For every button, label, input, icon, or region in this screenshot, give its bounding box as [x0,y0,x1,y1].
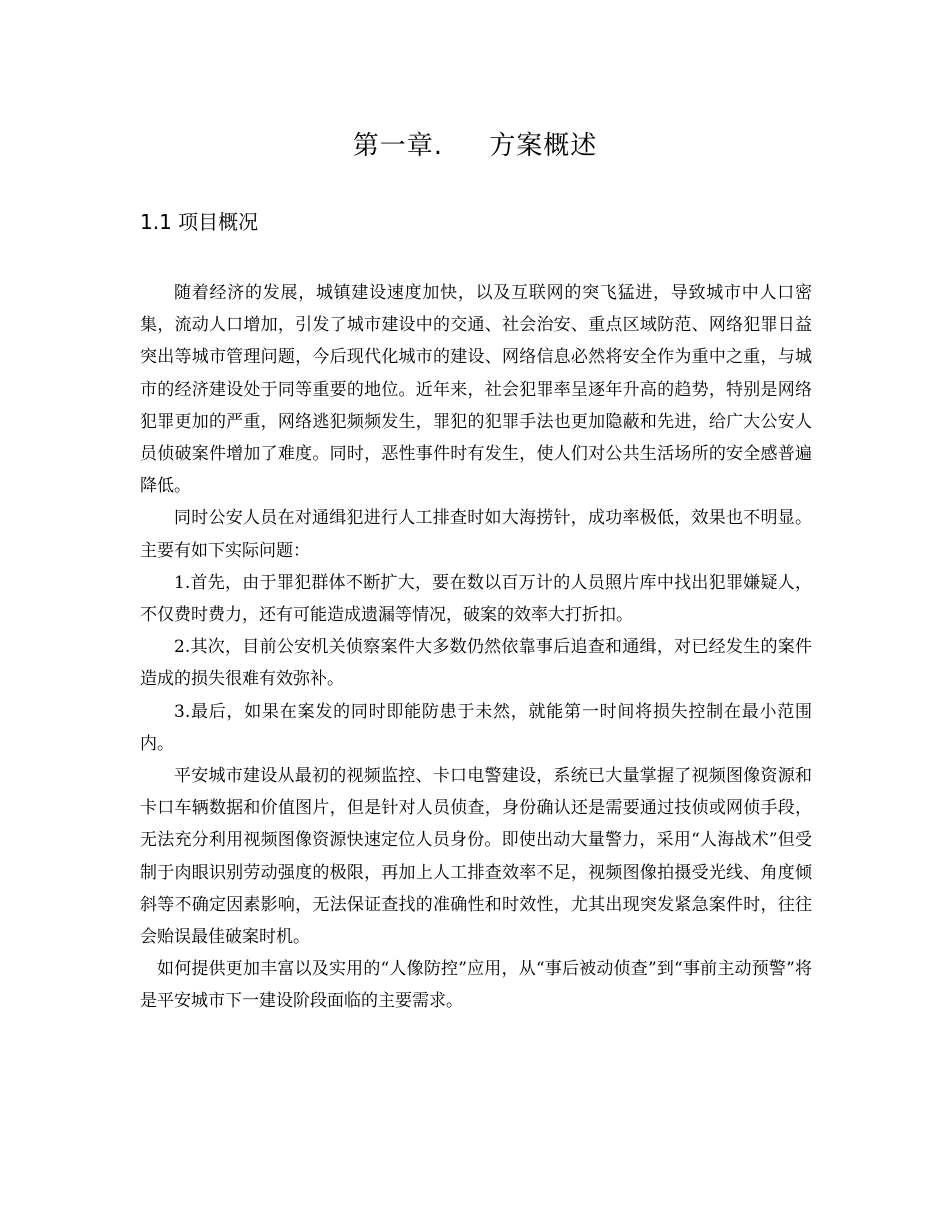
paragraph-problem-1: 1.首先，由于罪犯群体不断扩大，要在数以百万计的人员照片库中找出犯罪嫌疑人，不仅费时费力，还有可能造成遗漏等情况，破案的效率大打折扣。 [140,572,812,626]
paragraph-problem-2: 2.其次，目前公安机关侦察案件大多数仍然依靠事后追查和通缉，对已经发生的案件造成的损失很难有效弥补。 [140,637,812,690]
section-title: 1.1 项目概况 [140,210,259,234]
paragraph-problem-3: 3.最后，如果在案发的同时即能防患于未然，就能第一时间将损失控制在最小范围内。 [140,701,812,754]
paragraph-overview: 随着经济的发展，城镇建设速度加快，以及互联网的突飞猛进，导致城市中人口密集，流动人口增加，引发了城市建设中的交通、社会治安、重点区域防范、网络犯罪日益突出等城市管理问题，今后现代化城市的建设、网络信息必然将安全作为重中之重，与城市的经济建设处于同等重要的地位。近年来，社会犯罪率呈逐年升高的趋势，特别是网络犯罪更加的严重，网络逃犯频频发生，罪犯的犯罪手法也更加隐蔽和先进，给广大公安人员侦破案件增加了难度。同时，恶性事件时有发生，使人们对公共生活场所的安全感普遍降低。 [140,283,812,497]
paragraph-safe-city: 平安城市建设从最初的视频监控、卡口电警建设，系统已大量掌握了视频图像资源和卡口车辆数据和价值图片，但是针对人员侦查，身份确认还是需要通过技侦或网侦手段，无法充分利用视频图像资源快速定位人员身份。即使出动大量警力，采用“人海战术”但受制于肉眼识别劳动强度的极限，再加上人工排查效率不足，视频图像拍摄受光线、角度倾斜等不确定因素影响，无法保证查找的准确性和时效性，尤其出现突发紧急案件时，往往会贻误最佳破案时机。 [140,766,812,948]
paragraph-problems-intro: 同时公安人员在对通缉犯进行人工排查时如大海捞针，成功率极低，效果也不明显。主要有如下实际问题： [140,508,812,561]
paragraph-requirement: 如何提供更加丰富以及实用的“人像防控”应用，从“事后被动侦查”到“事前主动预警”将是平安城市下一建设阶段面临的主要需求。 [140,959,812,1012]
body-text [140,277,812,1018]
chapter-title: 第一章. 方案概述 [352,131,598,161]
